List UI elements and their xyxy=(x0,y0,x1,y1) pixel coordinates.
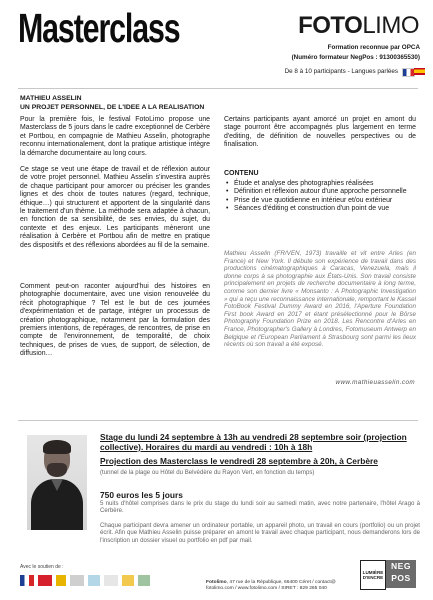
partner-logos xyxy=(20,573,150,587)
projection-title: Projection des Masterclass le vendredi 28 septembre à 20h, à Cerbère xyxy=(100,456,378,466)
list-item: • Prise de vue quotidienne en intérieur et/ou extérieur xyxy=(224,197,416,205)
price-note: 5 nuits d'hôtel comprises dans le prix du stage du lundi soir au samedi matin, avec notre partenaire, l'hôtel Arago à Cerbère. xyxy=(100,500,420,515)
question-paragraph: Comment peut-on raconter aujourd'hui des histoires en photographie documentaire, avec une vision renouvelée du récit photographique ? Tel est le but de ces journées d'expérimentation et de partage, intégrer un processus de création photographique, notamment par la formulation des premiers intentions, de repérages, de rencontres, de prise en compte de l'environnement, de temporalité, de choix techniques, de prises de vues, de support, de sélection, de diffusion… xyxy=(20,283,210,358)
republique-logo xyxy=(20,575,34,586)
portrait-photo xyxy=(27,435,87,530)
partner-logo xyxy=(88,575,100,586)
page-title: Masterclass xyxy=(18,5,180,51)
fotolimo-logo: FOTOLIMO xyxy=(298,12,419,39)
contenu-list xyxy=(224,180,416,214)
contenu-title: CONTENU xyxy=(224,170,259,177)
support-label: Avec le soutien de : xyxy=(20,564,64,570)
address: Fotolimo, 47 rue de la République, 66400 Céret / contact@ fotolimo.com / www.fotolimo.com / SIRET : 829 265 040 xyxy=(206,580,336,591)
intro-paragraph: Pour la première fois, le festival FotoLimo propose une Masterclass de 5 jours dans le cadre exceptionnel de Cerbère et Portbou, en compagnie de Mathieu Asselin, photographe reconnu internationalement, dont la pratique artistique intègre la démarche documentaire au long cours. xyxy=(20,116,210,157)
list-item: • Séances d'éditing et construction d'un point de vue xyxy=(224,205,416,213)
artist-bio: Mathieu Asselin (FR/VEN, 1973) travaille et vit entre Arles (en France) et New York. Il débute son expérience de travail dans des productions cinématographiques à Caracas, Venezuela, mais il donne corps à sa photographie aux États-Unis. Son travail consiste principalement en projets de recherche documentaire à long terme, comme son dernier livre « Monsanto : A Photographic Investigation » qui a reçu une reconnaissance internationale, remportant le Kassel FotoBook Festival Dummy Award en 2016, l'Aperture Foundation First book Award en 2017 et étant présélectionné pour le Börse Photography Foundation Prize en 2018. Les Rencontre d'Arles en France, Photographer's Gallery à Londres, Fotomuseum Antwerp en Belgique et l'European Parliament à Strasbourg sont parmi les lieux récents où son travail a été exposé. xyxy=(224,250,416,349)
region-logo xyxy=(38,575,52,586)
sponsor-logo-2 xyxy=(138,575,150,586)
stage-dates: Stage du lundi 24 septembre à 13h au vendredi 28 septembre soir (projection collective). Horaires du mardi au vendredi : 10h à 18h xyxy=(100,432,407,452)
method-paragraph: Ce stage se veut une étape de travail et de réflexion autour de votre projet personnel. Mathieu Asselin s'investira auprès de chaque participant pour amorcer ou préciser les grandes lignes et des choix de toutes natures (regard, technique, éthique…) qui structurent et apportent de la singularité dans le traitement d'un thème. La méthode sera adaptée à chacun, en fonction de sa sensibilité, de ses envies, du sujet, du contexte et des enjeux. Les participants mèneront une réalisation à Cerbère et Portbou afin de mettre en pratique des dispositifs et des réflexions abordées au fil de la semaine. xyxy=(20,166,210,249)
la-vigie-logo xyxy=(104,575,118,586)
article-heading: MATHIEU ASSELIN UN PROJET PERSONNEL, DE L'IDEE A LA REALISATION xyxy=(20,95,205,111)
list-item: • Étude et analyse des photographies réalisées xyxy=(224,180,416,188)
department-logo xyxy=(56,575,66,586)
opca-line: Formation reconnue par OPCA xyxy=(327,44,420,51)
header-divider xyxy=(18,88,418,89)
list-item: • Définition et réflexion autour d'une approche personnelle xyxy=(224,188,416,196)
price: 750 euros les 5 jours xyxy=(100,490,183,500)
participants-line: De 8 à 10 participants - Langues parlées xyxy=(284,68,398,75)
negpos-logo: NEG POS xyxy=(386,560,416,588)
website-link[interactable]: www.mathieuasselin.com xyxy=(335,379,415,386)
sponsor-logo xyxy=(122,575,134,586)
projection-note: (tunnel de la plage ou Hôtel du Belvédère du Rayon Vert, en fonction du temps) xyxy=(100,469,315,476)
formateur-number: (Numéro formateur NegPos : 91300365530) xyxy=(291,54,420,61)
section-divider xyxy=(18,420,418,421)
equipment-note: Chaque participant devra amener un ordinateur portable, un appareil photo, un travail en cours (portfolio) ou un projet écrit. Afin que Mathieu Asselin puisse préparer en amont le travail avec chaque participant, nous demanderons lors de l'inscription un dossier visuel ou portfolio en pdf par mail. xyxy=(100,522,420,544)
participants-paragraph: Certains participants ayant amorcé un projet en amont du stage pourront être accompagnés plus largement en terme d'editing, de définition de nouvelles perspectives ou de finalisation. xyxy=(224,116,416,149)
commune-logo xyxy=(70,575,84,586)
flag-spain-icon xyxy=(414,68,425,75)
lumiere-dencre-logo: LUMIÈRE D'ENCRE xyxy=(360,560,386,590)
